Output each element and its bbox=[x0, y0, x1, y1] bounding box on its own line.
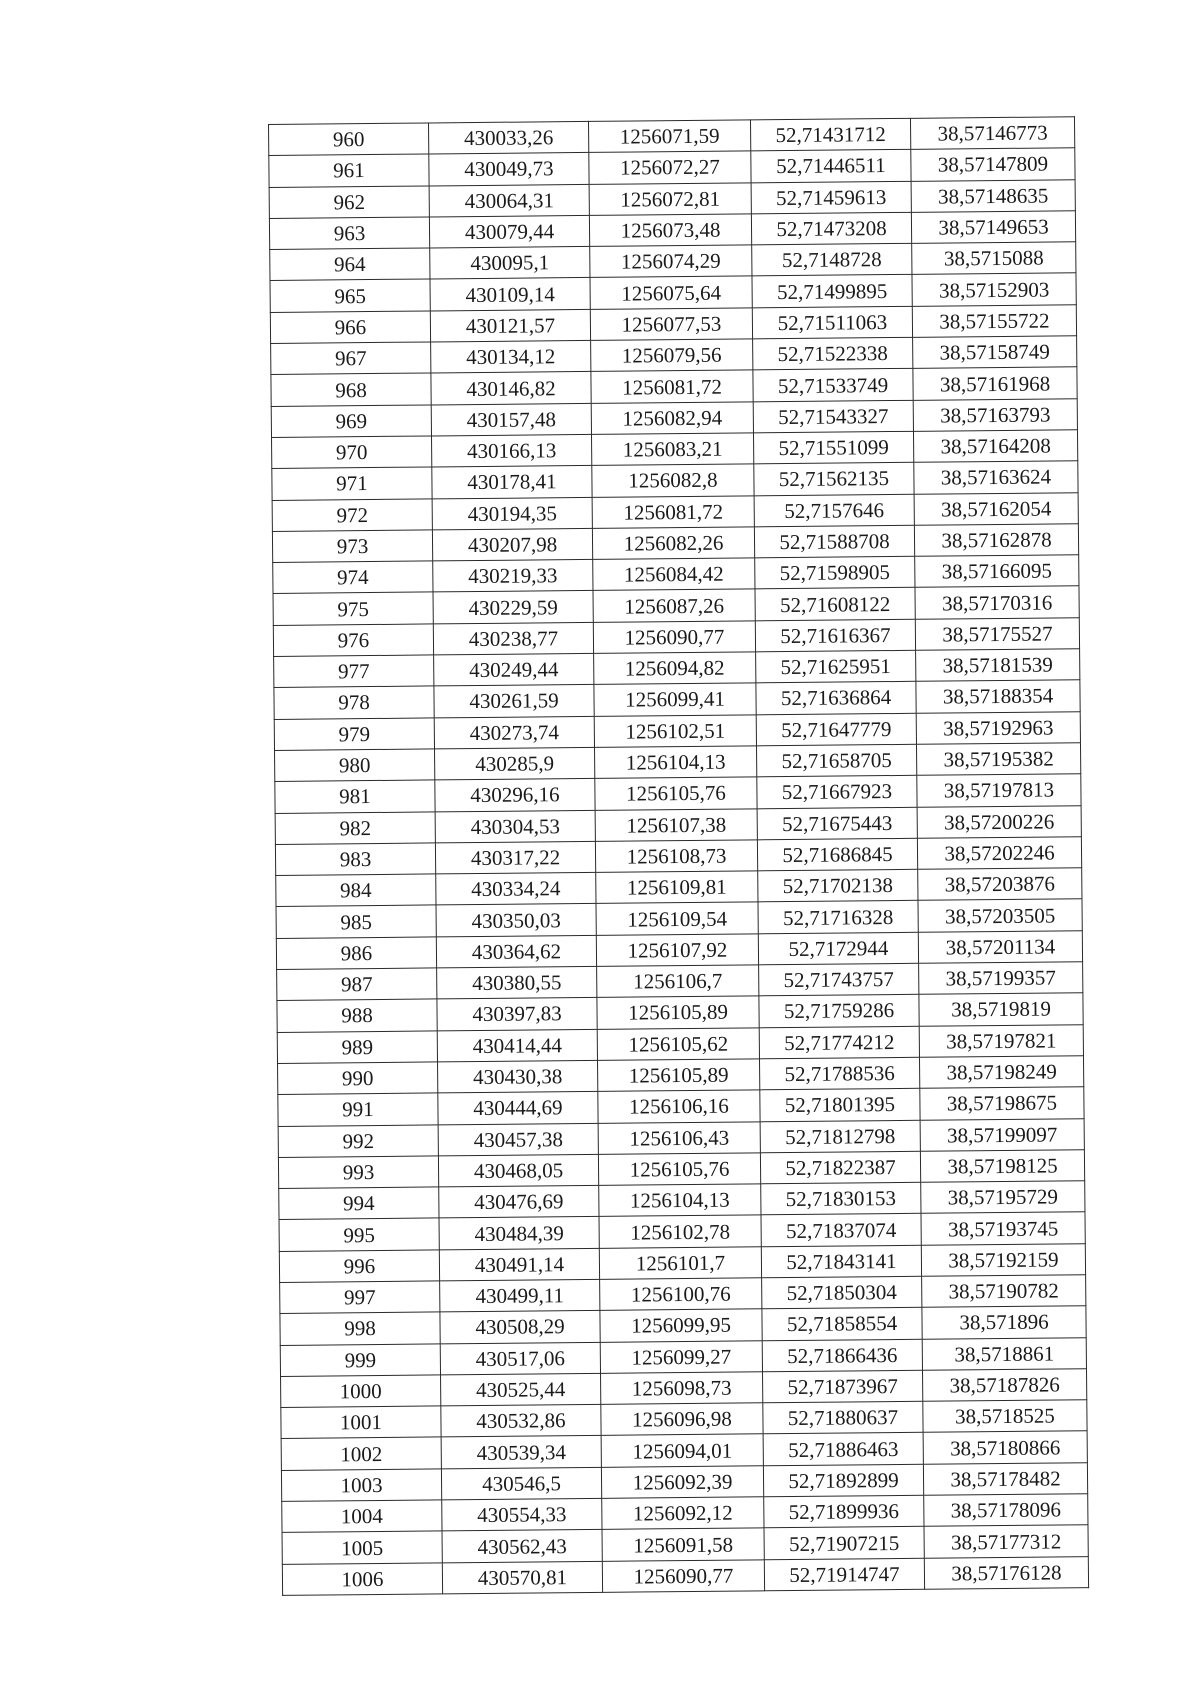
y-coordinate-cell: 1256105,89 bbox=[597, 996, 759, 1029]
latitude-cell: 52,71858554 bbox=[762, 1308, 922, 1341]
point-number-cell: 981 bbox=[275, 780, 435, 813]
point-number-cell: 996 bbox=[279, 1250, 439, 1283]
coordinates-table-body bbox=[269, 117, 1089, 1596]
point-number-cell: 969 bbox=[271, 405, 431, 438]
x-coordinate-cell: 430444,69 bbox=[438, 1092, 598, 1125]
latitude-cell: 52,71914747 bbox=[764, 1558, 924, 1591]
latitude-cell: 52,71511063 bbox=[752, 306, 912, 339]
longitude-cell: 38,57177312 bbox=[924, 1525, 1088, 1558]
x-coordinate-cell: 430397,83 bbox=[437, 998, 597, 1031]
y-coordinate-cell: 1256107,38 bbox=[595, 808, 757, 841]
latitude-cell: 52,71880637 bbox=[763, 1401, 923, 1434]
point-number-cell: 1000 bbox=[281, 1375, 441, 1408]
x-coordinate-cell: 430414,44 bbox=[437, 1029, 597, 1062]
longitude-cell: 38,57176128 bbox=[924, 1556, 1088, 1589]
longitude-cell: 38,57203505 bbox=[918, 899, 1082, 932]
point-number-cell: 998 bbox=[280, 1312, 440, 1345]
latitude-cell: 52,71899936 bbox=[764, 1495, 924, 1528]
longitude-cell: 38,571896 bbox=[922, 1306, 1086, 1339]
longitude-cell: 38,57200226 bbox=[917, 805, 1081, 838]
longitude-cell: 38,57180866 bbox=[923, 1431, 1087, 1464]
latitude-cell: 52,71886463 bbox=[763, 1433, 923, 1466]
point-number-cell: 1003 bbox=[281, 1469, 441, 1502]
longitude-cell: 38,57192159 bbox=[921, 1243, 1085, 1276]
y-coordinate-cell: 1256109,54 bbox=[596, 902, 758, 935]
x-coordinate-cell: 430238,77 bbox=[433, 622, 593, 655]
point-number-cell: 989 bbox=[277, 1031, 437, 1064]
y-coordinate-cell: 1256087,26 bbox=[593, 589, 755, 622]
x-coordinate-cell: 430273,74 bbox=[434, 716, 594, 749]
x-coordinate-cell: 430476,69 bbox=[439, 1185, 599, 1218]
latitude-cell: 52,71647779 bbox=[756, 713, 916, 746]
point-number-cell: 960 bbox=[269, 123, 429, 156]
point-number-cell: 1002 bbox=[281, 1437, 441, 1470]
y-coordinate-cell: 1256072,81 bbox=[589, 182, 751, 215]
x-coordinate-cell: 430134,12 bbox=[431, 340, 591, 373]
latitude-cell: 52,71658705 bbox=[756, 744, 916, 777]
longitude-cell: 38,57190782 bbox=[922, 1275, 1086, 1308]
x-coordinate-cell: 430350,03 bbox=[436, 904, 596, 937]
longitude-cell: 38,57197813 bbox=[917, 774, 1081, 807]
point-number-cell: 979 bbox=[274, 718, 434, 751]
x-coordinate-cell: 430049,73 bbox=[429, 153, 589, 186]
coordinates-table bbox=[268, 116, 1089, 1596]
x-coordinate-cell: 430364,62 bbox=[436, 935, 596, 968]
x-coordinate-cell: 430491,14 bbox=[439, 1248, 599, 1281]
latitude-cell: 52,71667923 bbox=[757, 776, 917, 809]
point-number-cell: 987 bbox=[277, 968, 437, 1001]
y-coordinate-cell: 1256094,01 bbox=[601, 1434, 763, 1467]
point-number-cell: 983 bbox=[275, 843, 435, 876]
longitude-cell: 38,57164208 bbox=[913, 430, 1077, 463]
x-coordinate-cell: 430457,38 bbox=[438, 1123, 598, 1156]
latitude-cell: 52,71774212 bbox=[759, 1026, 919, 1059]
point-number-cell: 964 bbox=[270, 248, 430, 281]
longitude-cell: 38,57202246 bbox=[917, 837, 1081, 870]
longitude-cell: 38,57178096 bbox=[924, 1494, 1088, 1527]
y-coordinate-cell: 1256099,95 bbox=[600, 1309, 762, 1342]
y-coordinate-cell: 1256073,48 bbox=[589, 214, 751, 247]
longitude-cell: 38,57192963 bbox=[916, 711, 1080, 744]
x-coordinate-cell: 430554,33 bbox=[442, 1498, 602, 1531]
latitude-cell: 52,71812798 bbox=[760, 1120, 920, 1153]
y-coordinate-cell: 1256105,89 bbox=[598, 1059, 760, 1092]
longitude-cell: 38,57155722 bbox=[912, 305, 1076, 338]
latitude-cell: 52,71907215 bbox=[764, 1527, 924, 1560]
x-coordinate-cell: 430499,11 bbox=[440, 1279, 600, 1312]
y-coordinate-cell: 1256092,12 bbox=[602, 1497, 764, 1530]
longitude-cell: 38,5715088 bbox=[912, 242, 1076, 275]
point-number-cell: 1005 bbox=[282, 1531, 442, 1564]
point-number-cell: 968 bbox=[271, 373, 431, 406]
latitude-cell: 52,71788536 bbox=[759, 1057, 919, 1090]
x-coordinate-cell: 430219,33 bbox=[433, 560, 593, 593]
x-coordinate-cell: 430546,5 bbox=[441, 1467, 601, 1500]
latitude-cell: 52,71459613 bbox=[751, 181, 911, 214]
longitude-cell: 38,57188354 bbox=[916, 680, 1080, 713]
y-coordinate-cell: 1256075,64 bbox=[590, 276, 752, 309]
latitude-cell: 52,7148728 bbox=[752, 244, 912, 277]
y-coordinate-cell: 1256104,13 bbox=[594, 746, 756, 779]
longitude-cell: 38,57146773 bbox=[910, 117, 1074, 150]
point-number-cell: 993 bbox=[278, 1156, 438, 1189]
latitude-cell: 52,71837074 bbox=[761, 1214, 921, 1247]
latitude-cell: 52,71866436 bbox=[762, 1339, 922, 1372]
longitude-cell: 38,57203876 bbox=[918, 868, 1082, 901]
x-coordinate-cell: 430532,86 bbox=[441, 1405, 601, 1438]
latitude-cell: 52,7157646 bbox=[754, 494, 914, 527]
latitude-cell: 52,71431712 bbox=[750, 118, 910, 151]
y-coordinate-cell: 1256105,76 bbox=[595, 777, 757, 810]
latitude-cell: 52,71625951 bbox=[756, 650, 916, 683]
x-coordinate-cell: 430079,44 bbox=[429, 215, 589, 248]
x-coordinate-cell: 430178,41 bbox=[432, 466, 592, 499]
latitude-cell: 52,71850304 bbox=[762, 1276, 922, 1309]
longitude-cell: 38,57201134 bbox=[918, 930, 1082, 963]
latitude-cell: 52,71446511 bbox=[751, 150, 911, 183]
x-coordinate-cell: 430525,44 bbox=[441, 1373, 601, 1406]
point-number-cell: 970 bbox=[272, 436, 432, 469]
point-number-cell: 974 bbox=[273, 561, 433, 594]
y-coordinate-cell: 1256092,39 bbox=[601, 1466, 763, 1499]
longitude-cell: 38,57163624 bbox=[914, 461, 1078, 494]
longitude-cell: 38,57178482 bbox=[923, 1462, 1087, 1495]
point-number-cell: 997 bbox=[280, 1281, 440, 1314]
point-number-cell: 971 bbox=[272, 467, 432, 500]
longitude-cell: 38,57197821 bbox=[919, 1024, 1083, 1057]
y-coordinate-cell: 1256084,42 bbox=[593, 558, 755, 591]
y-coordinate-cell: 1256107,92 bbox=[596, 934, 758, 967]
x-coordinate-cell: 430109,14 bbox=[430, 278, 590, 311]
point-number-cell: 984 bbox=[276, 874, 436, 907]
point-number-cell: 972 bbox=[272, 499, 432, 532]
x-coordinate-cell: 430207,98 bbox=[432, 528, 592, 561]
latitude-cell: 52,71675443 bbox=[757, 807, 917, 840]
point-number-cell: 975 bbox=[273, 592, 433, 625]
x-coordinate-cell: 430484,39 bbox=[439, 1217, 599, 1250]
longitude-cell: 38,57147809 bbox=[911, 148, 1075, 181]
longitude-cell: 38,57166095 bbox=[915, 555, 1079, 588]
latitude-cell: 52,71522338 bbox=[753, 337, 913, 370]
y-coordinate-cell: 1256105,76 bbox=[598, 1153, 760, 1186]
y-coordinate-cell: 1256072,27 bbox=[589, 151, 751, 184]
point-number-cell: 978 bbox=[274, 686, 434, 719]
y-coordinate-cell: 1256101,7 bbox=[599, 1247, 761, 1280]
point-number-cell: 966 bbox=[270, 311, 430, 344]
point-number-cell: 976 bbox=[273, 624, 433, 657]
x-coordinate-cell: 430064,31 bbox=[429, 184, 589, 217]
longitude-cell: 38,57148635 bbox=[911, 179, 1075, 212]
latitude-cell: 52,71716328 bbox=[758, 901, 918, 934]
longitude-cell: 38,57198675 bbox=[920, 1087, 1084, 1120]
x-coordinate-cell: 430570,81 bbox=[442, 1561, 602, 1594]
y-coordinate-cell: 1256071,59 bbox=[588, 120, 750, 153]
point-number-cell: 965 bbox=[270, 279, 430, 312]
x-coordinate-cell: 430380,55 bbox=[437, 966, 597, 999]
x-coordinate-cell: 430095,1 bbox=[430, 247, 590, 280]
y-coordinate-cell: 1256082,8 bbox=[592, 464, 754, 497]
point-number-cell: 999 bbox=[280, 1343, 440, 1376]
x-coordinate-cell: 430517,06 bbox=[440, 1342, 600, 1375]
point-number-cell: 986 bbox=[276, 937, 436, 970]
y-coordinate-cell: 1256105,62 bbox=[597, 1027, 759, 1060]
longitude-cell: 38,57193745 bbox=[921, 1212, 1085, 1245]
x-coordinate-cell: 430166,13 bbox=[432, 434, 592, 467]
y-coordinate-cell: 1256082,94 bbox=[591, 402, 753, 435]
point-number-cell: 963 bbox=[269, 217, 429, 250]
latitude-cell: 52,71543327 bbox=[753, 400, 913, 433]
point-number-cell: 977 bbox=[274, 655, 434, 688]
x-coordinate-cell: 430296,16 bbox=[435, 779, 595, 812]
x-coordinate-cell: 430121,57 bbox=[430, 309, 590, 342]
y-coordinate-cell: 1256106,43 bbox=[598, 1121, 760, 1154]
x-coordinate-cell: 430334,24 bbox=[436, 873, 596, 906]
latitude-cell: 52,71686845 bbox=[757, 838, 917, 871]
x-coordinate-cell: 430229,59 bbox=[433, 591, 593, 624]
y-coordinate-cell: 1256100,76 bbox=[600, 1278, 762, 1311]
y-coordinate-cell: 1256077,53 bbox=[590, 308, 752, 341]
point-number-cell: 1004 bbox=[282, 1500, 442, 1533]
latitude-cell: 52,71759286 bbox=[759, 995, 919, 1028]
point-number-cell: 973 bbox=[272, 530, 432, 563]
point-number-cell: 980 bbox=[275, 749, 435, 782]
longitude-cell: 38,57198125 bbox=[920, 1150, 1084, 1183]
x-coordinate-cell: 430194,35 bbox=[432, 497, 592, 530]
latitude-cell: 52,71873967 bbox=[762, 1370, 922, 1403]
latitude-cell: 52,71616367 bbox=[755, 619, 915, 652]
x-coordinate-cell: 430539,34 bbox=[441, 1436, 601, 1469]
x-coordinate-cell: 430249,44 bbox=[434, 653, 594, 686]
latitude-cell: 52,7172944 bbox=[758, 932, 918, 965]
y-coordinate-cell: 1256081,72 bbox=[592, 495, 754, 528]
y-coordinate-cell: 1256104,13 bbox=[599, 1184, 761, 1217]
y-coordinate-cell: 1256081,72 bbox=[591, 370, 753, 403]
point-number-cell: 995 bbox=[279, 1218, 439, 1251]
latitude-cell: 52,71499895 bbox=[752, 275, 912, 308]
y-coordinate-cell: 1256099,27 bbox=[600, 1340, 762, 1373]
latitude-cell: 52,71801395 bbox=[760, 1088, 920, 1121]
longitude-cell: 38,5719819 bbox=[919, 993, 1083, 1026]
y-coordinate-cell: 1256102,78 bbox=[599, 1215, 761, 1248]
latitude-cell: 52,71743757 bbox=[759, 963, 919, 996]
point-number-cell: 985 bbox=[276, 905, 436, 938]
x-coordinate-cell: 430261,59 bbox=[434, 685, 594, 718]
point-number-cell: 1001 bbox=[281, 1406, 441, 1439]
y-coordinate-cell: 1256079,56 bbox=[591, 339, 753, 372]
point-number-cell: 982 bbox=[275, 811, 435, 844]
latitude-cell: 52,71608122 bbox=[755, 588, 915, 621]
point-number-cell: 990 bbox=[278, 1062, 438, 1095]
y-coordinate-cell: 1256096,98 bbox=[601, 1403, 763, 1436]
y-coordinate-cell: 1256090,77 bbox=[602, 1559, 764, 1592]
latitude-cell: 52,71702138 bbox=[758, 869, 918, 902]
latitude-cell: 52,71822387 bbox=[760, 1151, 920, 1184]
longitude-cell: 38,57195382 bbox=[916, 743, 1080, 776]
point-number-cell: 961 bbox=[269, 154, 429, 187]
y-coordinate-cell: 1256106,7 bbox=[597, 965, 759, 998]
longitude-cell: 38,57152903 bbox=[912, 273, 1076, 306]
y-coordinate-cell: 1256109,81 bbox=[596, 871, 758, 904]
y-coordinate-cell: 1256108,73 bbox=[595, 840, 757, 873]
longitude-cell: 38,57162054 bbox=[914, 492, 1078, 525]
longitude-cell: 38,57187826 bbox=[922, 1369, 1086, 1402]
point-number-cell: 988 bbox=[277, 999, 437, 1032]
y-coordinate-cell: 1256091,58 bbox=[602, 1528, 764, 1561]
y-coordinate-cell: 1256098,73 bbox=[601, 1372, 763, 1405]
longitude-cell: 38,57158749 bbox=[913, 336, 1077, 369]
point-number-cell: 962 bbox=[269, 186, 429, 219]
y-coordinate-cell: 1256094,82 bbox=[594, 652, 756, 685]
longitude-cell: 38,57195729 bbox=[921, 1181, 1085, 1214]
latitude-cell: 52,71562135 bbox=[754, 463, 914, 496]
longitude-cell: 38,57181539 bbox=[916, 649, 1080, 682]
table-row bbox=[282, 1556, 1088, 1595]
latitude-cell: 52,71598905 bbox=[755, 556, 915, 589]
longitude-cell: 38,57170316 bbox=[915, 586, 1079, 619]
latitude-cell: 52,71533749 bbox=[753, 369, 913, 402]
longitude-cell: 38,5718861 bbox=[922, 1337, 1086, 1370]
latitude-cell: 52,71551099 bbox=[753, 431, 913, 464]
x-coordinate-cell: 430468,05 bbox=[438, 1154, 598, 1187]
y-coordinate-cell: 1256074,29 bbox=[590, 245, 752, 278]
point-number-cell: 1006 bbox=[282, 1563, 442, 1596]
y-coordinate-cell: 1256099,41 bbox=[594, 683, 756, 716]
latitude-cell: 52,71473208 bbox=[751, 212, 911, 245]
latitude-cell: 52,71830153 bbox=[761, 1182, 921, 1215]
longitude-cell: 38,57161968 bbox=[913, 367, 1077, 400]
x-coordinate-cell: 430317,22 bbox=[435, 841, 595, 874]
y-coordinate-cell: 1256090,77 bbox=[593, 621, 755, 654]
point-number-cell: 994 bbox=[279, 1187, 439, 1220]
longitude-cell: 38,57162878 bbox=[914, 524, 1078, 557]
longitude-cell: 38,57175527 bbox=[915, 617, 1079, 650]
latitude-cell: 52,71588708 bbox=[754, 525, 914, 558]
x-coordinate-cell: 430033,26 bbox=[428, 121, 588, 154]
x-coordinate-cell: 430285,9 bbox=[435, 747, 595, 780]
latitude-cell: 52,71892899 bbox=[763, 1464, 923, 1497]
longitude-cell: 38,57199097 bbox=[920, 1118, 1084, 1151]
x-coordinate-cell: 430562,43 bbox=[442, 1530, 602, 1563]
longitude-cell: 38,57198249 bbox=[919, 1056, 1083, 1089]
x-coordinate-cell: 430146,82 bbox=[431, 372, 591, 405]
y-coordinate-cell: 1256082,26 bbox=[592, 527, 754, 560]
longitude-cell: 38,57163793 bbox=[913, 398, 1077, 431]
longitude-cell: 38,57149653 bbox=[911, 211, 1075, 244]
x-coordinate-cell: 430304,53 bbox=[435, 810, 595, 843]
longitude-cell: 38,5718525 bbox=[923, 1400, 1087, 1433]
y-coordinate-cell: 1256102,51 bbox=[594, 714, 756, 747]
point-number-cell: 967 bbox=[271, 342, 431, 375]
point-number-cell: 992 bbox=[278, 1124, 438, 1157]
y-coordinate-cell: 1256083,21 bbox=[591, 433, 753, 466]
longitude-cell: 38,57199357 bbox=[919, 962, 1083, 995]
x-coordinate-cell: 430430,38 bbox=[438, 1060, 598, 1093]
x-coordinate-cell: 430508,29 bbox=[440, 1311, 600, 1344]
point-number-cell: 991 bbox=[278, 1093, 438, 1126]
x-coordinate-cell: 430157,48 bbox=[431, 403, 591, 436]
y-coordinate-cell: 1256106,16 bbox=[598, 1090, 760, 1123]
latitude-cell: 52,71636864 bbox=[756, 682, 916, 715]
latitude-cell: 52,71843141 bbox=[761, 1245, 921, 1278]
